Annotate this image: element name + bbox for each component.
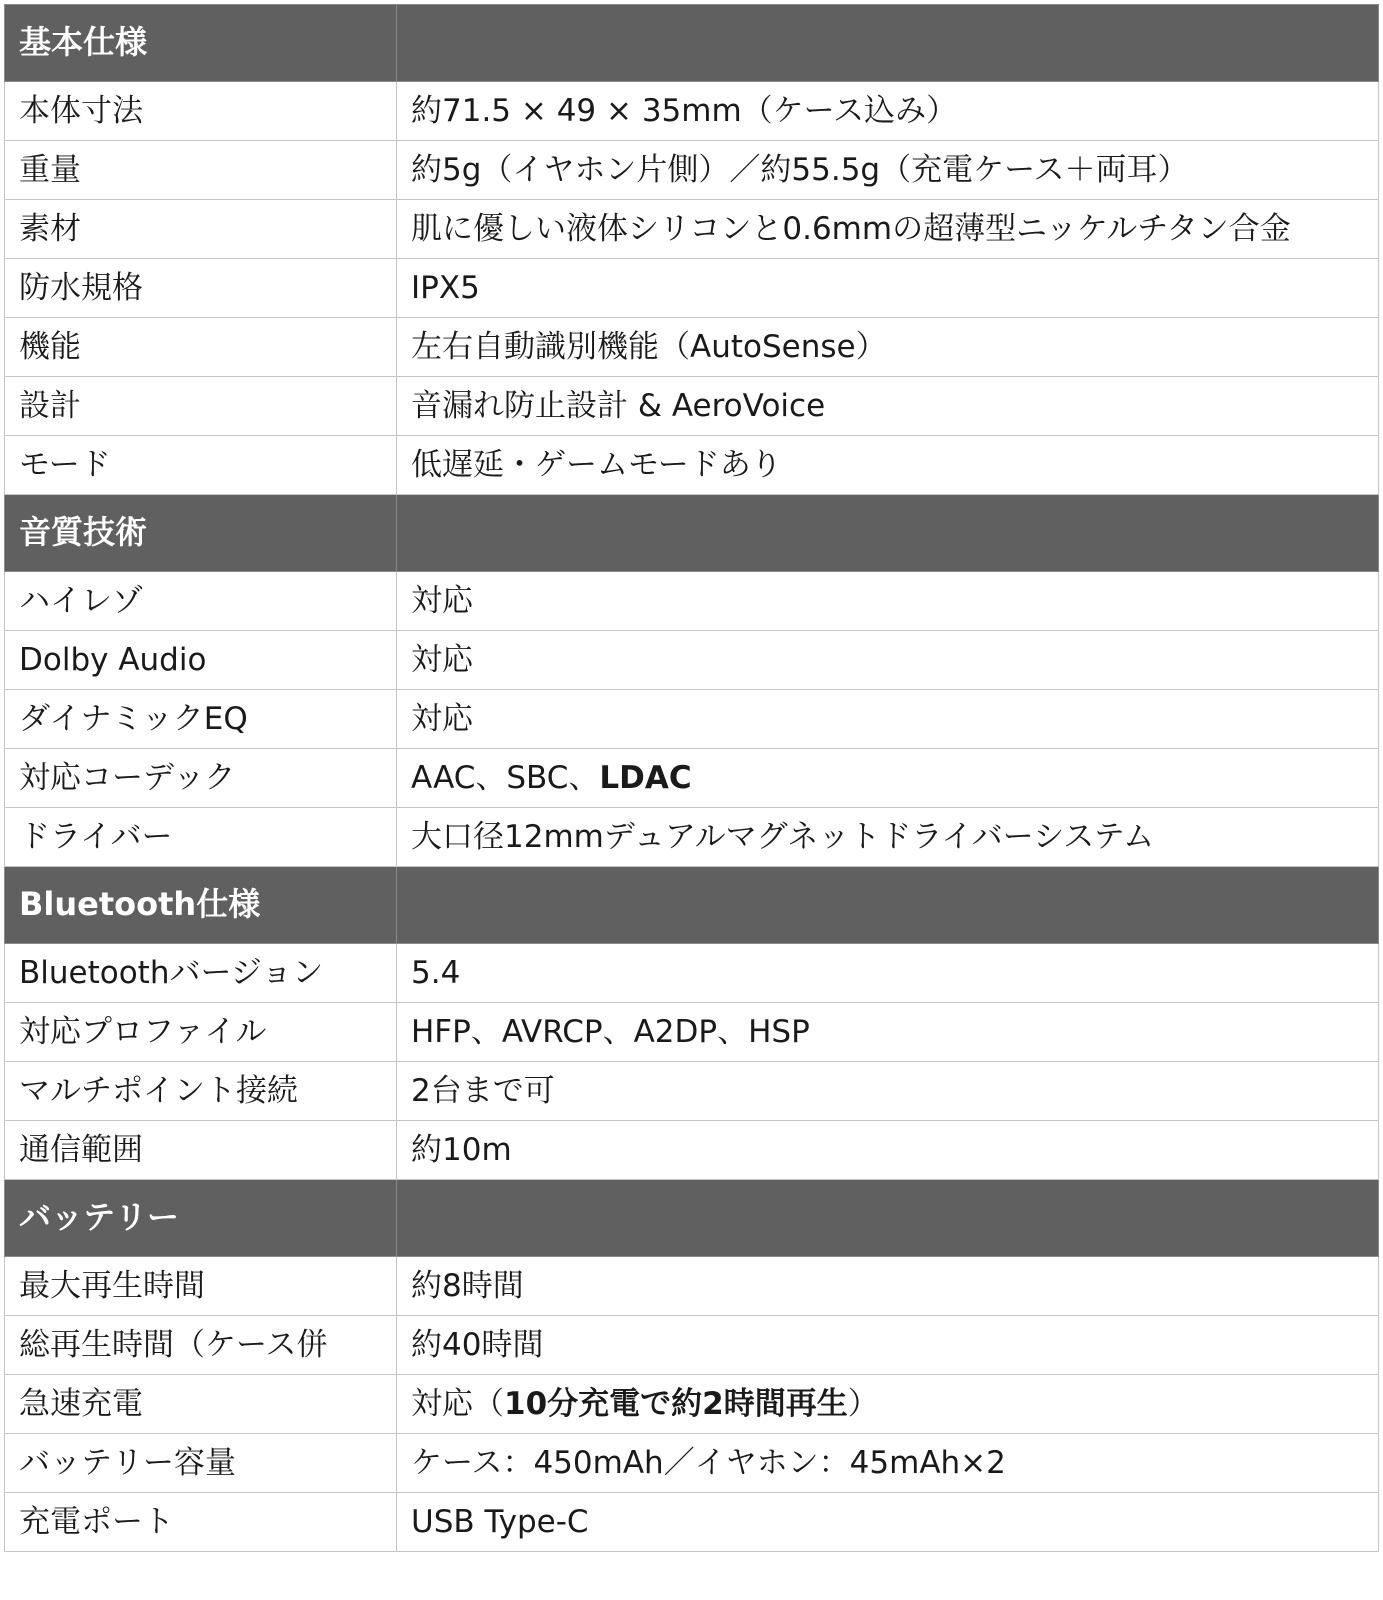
section-title: 基本仕様: [5, 5, 397, 82]
spec-value-cell: [397, 631, 1379, 690]
spec-row: [5, 1493, 1379, 1552]
spec-row: [5, 1316, 1379, 1375]
spec-value-cell: [397, 944, 1379, 1003]
section-header-blank-cell: [397, 495, 1379, 572]
spec-row: [5, 1062, 1379, 1121]
spec-label: 急速充電: [5, 1375, 397, 1434]
section-header-blank-cell: [397, 5, 1379, 82]
spec-label: 素材: [5, 200, 397, 259]
spec-value-cell: [397, 1316, 1379, 1375]
section-title: Bluetooth仕様: [5, 867, 397, 944]
spec-label: マルチポイント接続: [5, 1062, 397, 1121]
spec-label: 充電ポート: [5, 1493, 397, 1552]
spec-label: バッテリー容量: [5, 1434, 397, 1493]
spec-value: 2台まで可: [411, 1072, 555, 1109]
spec-value-cell: [397, 436, 1379, 495]
spec-label: 本体寸法: [5, 82, 397, 141]
spec-table: [4, 4, 1379, 1552]
spec-value-cell: [397, 1003, 1379, 1062]
spec-row: [5, 1257, 1379, 1316]
spec-value-cell: [397, 141, 1379, 200]
spec-label: 通信範囲: [5, 1121, 397, 1180]
spec-label: 重量: [5, 141, 397, 200]
spec-row: [5, 200, 1379, 259]
spec-value: 肌に優しい液体シリコンと0.6mmの超薄型ニッケルチタン合金: [411, 210, 1291, 247]
spec-label: ハイレゾ: [5, 572, 397, 631]
spec-value-cell: [397, 749, 1379, 808]
spec-value-cell: [397, 1434, 1379, 1493]
spec-value-cell: [397, 1375, 1379, 1434]
spec-value: 対応: [411, 641, 473, 678]
spec-value-cell: [397, 377, 1379, 436]
section-header-row: [5, 495, 1379, 572]
spec-label: 対応プロファイル: [5, 1003, 397, 1062]
spec-row: [5, 318, 1379, 377]
spec-row: [5, 944, 1379, 1003]
spec-value-cell: [397, 318, 1379, 377]
spec-label: 最大再生時間: [5, 1257, 397, 1316]
spec-label: 防水規格: [5, 259, 397, 318]
spec-value-cell: [397, 200, 1379, 259]
spec-value: 対応: [411, 700, 473, 737]
spec-value-emphasis: 10分充電で約2時間再生: [504, 1385, 848, 1422]
spec-row: [5, 631, 1379, 690]
spec-row: [5, 141, 1379, 200]
spec-value-cell: [397, 259, 1379, 318]
spec-label: 総再生時間（ケース併: [5, 1316, 397, 1375]
spec-value-cell: [397, 82, 1379, 141]
spec-value: ケース：450mAh／イヤホン：45mAh×2: [411, 1444, 1006, 1481]
spec-value-cell: [397, 690, 1379, 749]
spec-value-cell: [397, 1062, 1379, 1121]
spec-value: AAC、SBC、: [411, 759, 600, 796]
spec-row: [5, 749, 1379, 808]
spec-value-cell: [397, 808, 1379, 867]
spec-value: 音漏れ防止設計 & AeroVoice: [411, 387, 826, 424]
spec-row: [5, 1003, 1379, 1062]
spec-value-suffix: ）: [847, 1385, 879, 1422]
spec-row: [5, 808, 1379, 867]
spec-value: 大口径12mmデュアルマグネットドライバーシステム: [411, 818, 1155, 855]
spec-value: 左右自動識別機能（AutoSense）: [411, 328, 887, 365]
spec-value: 低遅延・ゲームモードあり: [411, 446, 782, 483]
spec-value-cell: [397, 1257, 1379, 1316]
spec-label: ダイナミックEQ: [5, 690, 397, 749]
spec-row: [5, 82, 1379, 141]
spec-value: 対応（: [411, 1385, 504, 1422]
spec-value: 対応: [411, 582, 473, 619]
spec-label: 対応コーデック: [5, 749, 397, 808]
section-title: バッテリー: [5, 1180, 397, 1257]
section-title: 音質技術: [5, 495, 397, 572]
spec-value: 約40時間: [411, 1326, 544, 1363]
spec-value: USB Type-C: [411, 1503, 589, 1540]
spec-row: [5, 259, 1379, 318]
spec-row: [5, 572, 1379, 631]
spec-value-cell: [397, 1493, 1379, 1552]
spec-value-cell: [397, 572, 1379, 631]
section-header-row: [5, 1180, 1379, 1257]
spec-value: 約8時間: [411, 1267, 524, 1304]
spec-label: Bluetoothバージョン: [5, 944, 397, 1003]
spec-table-body: [5, 5, 1379, 1552]
spec-row: [5, 377, 1379, 436]
spec-value: 約10m: [411, 1131, 512, 1168]
spec-label: 設計: [5, 377, 397, 436]
spec-label: Dolby Audio: [5, 631, 397, 690]
spec-value: 5.4: [411, 954, 461, 991]
spec-row: [5, 1375, 1379, 1434]
spec-value-emphasis: LDAC: [599, 759, 692, 796]
spec-value: HFP、AVRCP、A2DP、HSP: [411, 1013, 810, 1050]
spec-label: 機能: [5, 318, 397, 377]
spec-row: [5, 436, 1379, 495]
spec-value: 約5g（イヤホン片側）／約55.5g（充電ケース＋両耳）: [411, 151, 1189, 188]
spec-row: [5, 1434, 1379, 1493]
section-header-blank-cell: [397, 1180, 1379, 1257]
spec-row: [5, 690, 1379, 749]
spec-label: モード: [5, 436, 397, 495]
spec-value-cell: [397, 1121, 1379, 1180]
section-header-blank-cell: [397, 867, 1379, 944]
spec-label: ドライバー: [5, 808, 397, 867]
spec-value: IPX5: [411, 269, 480, 306]
spec-row: [5, 1121, 1379, 1180]
spec-value: 約71.5 × 49 × 35mm（ケース込み）: [411, 92, 958, 129]
section-header-row: [5, 5, 1379, 82]
section-header-row: [5, 867, 1379, 944]
